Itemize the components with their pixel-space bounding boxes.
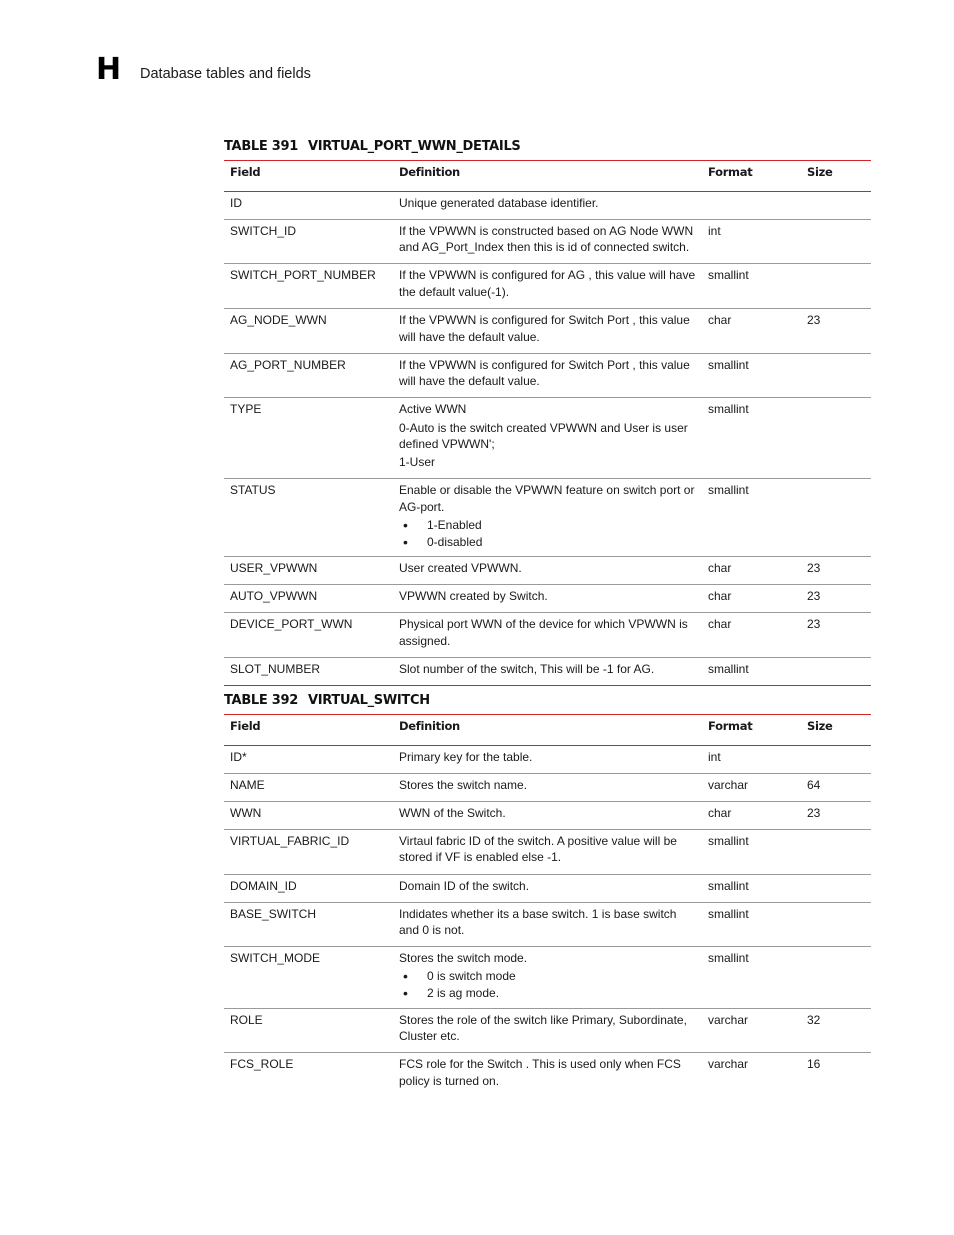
- table-row: [224, 398, 871, 479]
- bullet-item: [399, 968, 696, 985]
- definition-cell: [393, 264, 702, 309]
- format-cell: char: [708, 561, 732, 576]
- size-cell: 16: [807, 1057, 821, 1072]
- column-header-size: Size: [807, 165, 833, 179]
- definition-text: If the VPWWN is constructed based on AG Node WWN and AG_Port_Index then this is id of connected switch.: [399, 223, 694, 255]
- table-row: [224, 1008, 871, 1053]
- table-row: [224, 191, 871, 219]
- definition-cell: [393, 1008, 702, 1053]
- definition-text: User created VPWWN.: [399, 561, 522, 576]
- format-cell: char: [708, 589, 732, 604]
- size-cell: [801, 745, 871, 773]
- table-row: [224, 219, 871, 264]
- chapter-title: Database tables and fields: [140, 66, 311, 82]
- table-row: [224, 613, 871, 658]
- format-cell: smallint: [708, 357, 749, 372]
- bullet-text: 2 is ag mode.: [427, 986, 500, 1001]
- definition-cell: [393, 801, 702, 829]
- table-row: [224, 1053, 871, 1097]
- table-392-body: [224, 745, 871, 1097]
- format-cell: [702, 191, 801, 219]
- size-cell: [801, 191, 871, 219]
- definition-cell: [393, 219, 702, 264]
- bullet-dot-icon: •: [403, 517, 408, 533]
- format-cell: smallint: [708, 402, 749, 417]
- size-cell: [801, 658, 871, 686]
- definition-text: If the VPWWN is configured for AG , this value will have the default value(-1).: [399, 268, 696, 299]
- bullet-dot-icon: •: [403, 533, 408, 550]
- definition-text: Domain ID of the switch.: [399, 878, 530, 893]
- chapter-letter: H: [96, 52, 122, 87]
- format-cell: smallint: [708, 662, 749, 677]
- field-cell: NAME: [230, 777, 265, 792]
- table-391: [224, 160, 871, 686]
- table-392-label: TABLE 392: [224, 693, 298, 708]
- format-cell: char: [708, 313, 732, 328]
- field-cell: SWITCH_ID: [230, 223, 296, 238]
- size-cell: 23: [807, 589, 821, 604]
- definition-text: Unique generated database identifier.: [399, 195, 599, 210]
- field-cell: VIRTUAL_FABRIC_ID: [230, 833, 350, 848]
- table-row: [224, 479, 871, 557]
- format-cell: char: [708, 805, 732, 820]
- definition-text: WWN of the Switch.: [399, 805, 506, 820]
- table-row: [224, 585, 871, 613]
- field-cell: AG_NODE_WWN: [230, 313, 327, 328]
- definition-text: Stores the role of the switch like Primary, Subordinate, Cluster etc.: [399, 1012, 687, 1044]
- column-header-size: Size: [807, 719, 833, 733]
- definition-cell: [393, 745, 702, 773]
- size-cell: [801, 874, 871, 902]
- table-391-label: TABLE 391: [224, 139, 298, 154]
- size-cell: [801, 479, 871, 557]
- format-cell: smallint: [708, 483, 749, 498]
- size-cell: 23: [807, 313, 821, 328]
- column-header-definition: Definition: [399, 165, 460, 179]
- bullet-dot-icon: •: [403, 968, 408, 985]
- definition-text: Physical port WWN of the device for which VPWWN is assigned.: [399, 617, 688, 648]
- size-cell: [801, 353, 871, 398]
- definition-cell: [393, 557, 702, 585]
- field-cell: STATUS: [230, 483, 276, 498]
- size-cell: [801, 829, 871, 874]
- table-header-row: [224, 715, 871, 746]
- size-cell: 23: [807, 561, 821, 576]
- definition-text: 1-User: [399, 455, 436, 470]
- field-cell: SWITCH_MODE: [230, 951, 320, 966]
- bullet-item: [399, 517, 696, 534]
- table-row: [224, 264, 871, 309]
- table-row: [224, 745, 871, 773]
- definition-cell: [393, 1053, 702, 1097]
- definition-text: If the VPWWN is configured for Switch Port , this value will have the default value.: [399, 357, 690, 389]
- format-cell: char: [708, 617, 732, 632]
- definition-text: If the VPWWN is configured for Switch Port , this value will have the default value.: [399, 313, 690, 344]
- table-row: [224, 353, 871, 398]
- bullet-text: 0-disabled: [427, 534, 483, 549]
- definition-text: Stores the switch name.: [399, 777, 528, 792]
- size-cell: 32: [807, 1012, 821, 1027]
- definition-cell: [393, 613, 702, 658]
- table-row: [224, 902, 871, 947]
- field-cell: ID*: [230, 749, 247, 764]
- field-cell: AG_PORT_NUMBER: [230, 357, 346, 372]
- definition-text: Slot number of the switch, This will be -1 for AG.: [399, 662, 655, 677]
- definition-cell: [393, 191, 702, 219]
- table-row: [224, 947, 871, 1008]
- table-392-name: VIRTUAL_SWITCH: [308, 693, 430, 708]
- column-header-field: Field: [230, 719, 261, 733]
- bullet-item: [399, 534, 696, 551]
- column-header-definition: Definition: [399, 719, 460, 733]
- field-cell: TYPE: [230, 402, 262, 417]
- table-row: [224, 874, 871, 902]
- table-row: [224, 309, 871, 354]
- bullet-text: 1-Enabled: [427, 518, 482, 532]
- definition-text: VPWWN created by Switch.: [399, 589, 548, 604]
- table-391-caption: [224, 139, 521, 154]
- size-cell: [801, 947, 871, 1008]
- definition-text: Active WWN: [399, 402, 467, 417]
- size-cell: [801, 902, 871, 947]
- definition-cell: [393, 947, 702, 1008]
- table-row: [224, 829, 871, 874]
- format-cell: smallint: [708, 833, 749, 848]
- column-header-format: Format: [708, 719, 753, 733]
- table-row: [224, 557, 871, 585]
- size-cell: [801, 264, 871, 309]
- column-header-format: Format: [708, 165, 753, 179]
- table-header-row: [224, 161, 871, 192]
- format-cell: smallint: [708, 951, 749, 966]
- table-row: [224, 773, 871, 801]
- definition-text: FCS role for the Switch . This is used only when FCS policy is turned on.: [399, 1057, 681, 1088]
- field-cell: SLOT_NUMBER: [230, 662, 321, 677]
- field-cell: DEVICE_PORT_WWN: [230, 617, 353, 632]
- table-391-name: VIRTUAL_PORT_WWN_DETAILS: [308, 139, 521, 154]
- format-cell: varchar: [708, 777, 749, 792]
- definition-cell: [393, 309, 702, 354]
- definition-text: Virtaul fabric ID of the switch. A positive value will be stored if VF is enabled else -1.: [399, 833, 677, 865]
- definition-cell: [393, 773, 702, 801]
- table-391-body: [224, 191, 871, 686]
- format-cell: smallint: [708, 878, 749, 893]
- column-header-field: Field: [230, 165, 261, 179]
- table-row: [224, 658, 871, 686]
- bullet-item: [399, 985, 696, 1002]
- definition-text: Indidates whether its a base switch. 1 is base switch and 0 is not.: [399, 906, 677, 938]
- bullet-dot-icon: •: [403, 985, 408, 1002]
- format-cell: varchar: [708, 1057, 749, 1072]
- field-cell: DOMAIN_ID: [230, 878, 297, 893]
- size-cell: 64: [807, 777, 821, 792]
- bullet-text: 0 is switch mode: [427, 969, 516, 984]
- format-cell: int: [708, 223, 721, 238]
- definition-cell: [393, 829, 702, 874]
- definition-cell: [393, 479, 702, 557]
- size-cell: 23: [807, 617, 821, 632]
- format-cell: varchar: [708, 1012, 749, 1027]
- table-392: [224, 714, 871, 1097]
- table-row: [224, 801, 871, 829]
- definition-text: Stores the switch mode.: [399, 951, 528, 966]
- definition-cell: [393, 585, 702, 613]
- definition-cell: [393, 398, 702, 479]
- definition-text: 0-Auto is the switch created VPWWN and User is user defined VPWWN';: [399, 420, 688, 452]
- definition-cell: [393, 902, 702, 947]
- field-cell: WWN: [230, 805, 262, 820]
- definition-cell: [393, 658, 702, 686]
- definition-cell: [393, 353, 702, 398]
- field-cell: BASE_SWITCH: [230, 906, 317, 921]
- table-392-caption: [224, 693, 430, 708]
- field-cell: AUTO_VPWWN: [230, 589, 318, 604]
- field-cell: ID: [230, 195, 242, 210]
- field-cell: ROLE: [230, 1012, 263, 1027]
- size-cell: [801, 398, 871, 479]
- definition-text: Primary key for the table.: [399, 749, 533, 764]
- definition-text: Enable or disable the VPWWN feature on switch port or AG-port.: [399, 483, 695, 514]
- format-cell: int: [708, 749, 721, 764]
- field-cell: FCS_ROLE: [230, 1057, 294, 1072]
- field-cell: SWITCH_PORT_NUMBER: [230, 268, 376, 283]
- format-cell: smallint: [708, 268, 749, 283]
- size-cell: [801, 219, 871, 264]
- format-cell: smallint: [708, 906, 749, 921]
- field-cell: USER_VPWWN: [230, 561, 318, 576]
- definition-cell: [393, 874, 702, 902]
- size-cell: 23: [807, 805, 821, 820]
